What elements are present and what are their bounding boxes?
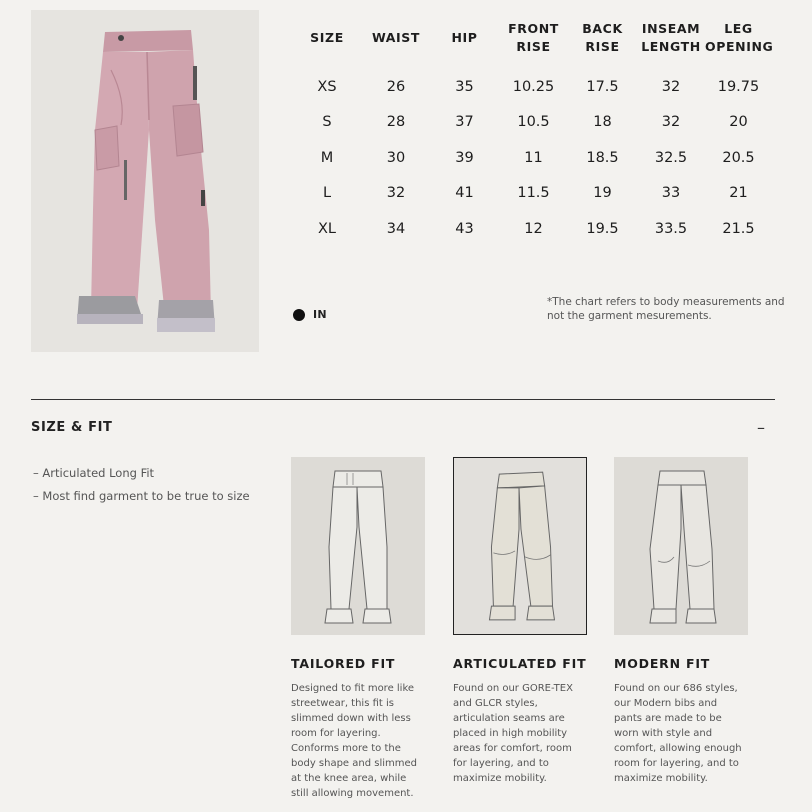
fit-points-list xyxy=(33,462,250,508)
table-row xyxy=(292,211,772,247)
column-header-front-rise: FRONT RISE xyxy=(508,21,559,54)
table-cell: 37 xyxy=(455,114,474,131)
modern-fit-image xyxy=(614,457,748,635)
unit-radio-icon[interactable] xyxy=(293,309,305,321)
table-cell: XL xyxy=(317,220,336,237)
list-item: – Most find garment to be true to size xyxy=(33,489,250,503)
table-cell: 21.5 xyxy=(722,220,755,237)
articulated-pants-drawing xyxy=(454,458,586,634)
fit-description: Found on our GORE-TEX and GLCR styles, articulation seams are placed in high mobility areas for comfort, room for layering, and to maximize mobility. xyxy=(453,683,573,784)
column-header-leg-opening: LEG OPENING xyxy=(705,21,774,54)
articulated-fit-image xyxy=(453,457,587,635)
column-header-back-rise: BACK RISE xyxy=(582,21,623,54)
table-row xyxy=(292,69,772,105)
fit-title: TAILORED FIT xyxy=(291,656,396,671)
fit-card-tailored[interactable] xyxy=(291,457,425,801)
table-cell: 19.75 xyxy=(717,78,760,95)
table-cell: 10.25 xyxy=(512,78,555,95)
table-cell: 18 xyxy=(593,114,612,131)
table-row xyxy=(292,176,772,212)
table-cell: 43 xyxy=(455,220,474,237)
unit-label: IN xyxy=(313,308,327,321)
table-cell: 19 xyxy=(593,185,612,202)
table-cell: 26 xyxy=(386,78,406,95)
fit-title: ARTICULATED FIT xyxy=(453,656,587,671)
table-cell: 11.5 xyxy=(517,185,550,202)
table-cell: 34 xyxy=(386,220,406,237)
unit-toggle-in[interactable] xyxy=(293,308,327,321)
fit-card-articulated[interactable] xyxy=(453,457,587,786)
table-cell: 33.5 xyxy=(654,220,688,237)
tailored-pants-drawing xyxy=(291,457,425,635)
fit-description: Designed to fit more like streetwear, this fit is slimmed down with less room for layering. Conforms more to the body shape and slimmed at the knee area, while still allowing movement. xyxy=(291,683,418,799)
fit-card-modern[interactable] xyxy=(614,457,748,786)
table-cell: S xyxy=(322,114,332,131)
pink-snow-pants-illustration xyxy=(31,10,259,352)
section-divider xyxy=(31,399,775,400)
table-cell: 32 xyxy=(661,114,681,131)
table-cell: 20.5 xyxy=(722,149,755,166)
collapse-minus-icon[interactable]: – xyxy=(757,418,765,437)
table-row xyxy=(292,140,772,176)
column-header-inseam-length: INSEAM LENGTH xyxy=(641,21,701,54)
table-cell: XS xyxy=(317,78,337,95)
table-cell: 18.5 xyxy=(586,149,619,166)
table-cell: 10.5 xyxy=(517,114,550,131)
table-cell: 12 xyxy=(524,220,543,237)
table-cell: L xyxy=(322,185,332,202)
table-cell: 17.5 xyxy=(586,78,619,95)
table-cell: 11 xyxy=(524,149,543,166)
fit-title: MODERN FIT xyxy=(614,656,711,671)
table-cell: 19.5 xyxy=(586,220,619,237)
table-cell: 20 xyxy=(729,114,748,131)
size-chart-header-row xyxy=(292,14,772,62)
chart-note: *The chart refers to body measurements and not the garment mesurements. xyxy=(547,296,785,322)
table-cell: 32 xyxy=(661,78,681,95)
table-cell: 28 xyxy=(386,114,406,131)
table-cell: M xyxy=(320,149,334,166)
list-item: – Articulated Long Fit xyxy=(33,466,155,480)
table-cell: 32 xyxy=(386,185,406,202)
fit-description: Found on our 686 styles, our Modern bibs and pants are made to be worn with style and comfort, allowing enough room for layering, and to maximize mobility. xyxy=(614,683,742,784)
modern-pants-drawing xyxy=(614,457,748,635)
table-cell: 39 xyxy=(455,149,474,166)
size-fit-heading[interactable]: SIZE & FIT xyxy=(31,420,113,435)
table-row xyxy=(292,105,772,141)
tailored-fit-image xyxy=(291,457,425,635)
table-cell: 33 xyxy=(661,185,681,202)
column-header-size: SIZE xyxy=(310,30,344,45)
table-cell: 32.5 xyxy=(654,149,688,166)
size-chart-table xyxy=(292,14,772,247)
table-cell: 35 xyxy=(455,78,474,95)
table-cell: 30 xyxy=(386,149,406,166)
product-image xyxy=(31,10,259,352)
column-header-hip: HIP xyxy=(451,30,478,45)
table-cell: 21 xyxy=(729,185,748,202)
table-cell: 41 xyxy=(455,185,474,202)
column-header-waist: WAIST xyxy=(371,30,421,45)
